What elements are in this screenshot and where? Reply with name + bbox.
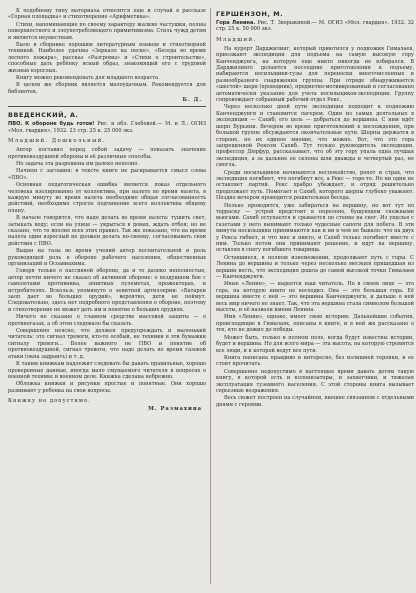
reviewer-signature: Б. Д. (182, 97, 202, 104)
paragraph: К подобному типу материала относится еще и случай в рассказе «Горная площадка» и стихотворение «Арифметика». (8, 8, 206, 21)
paragraph: Совершенно недопустимо в настоящее время давать детям такую книгу, в которой есть и колонизаторы, и захватчики, и тяжелая эксплуатация туземного населения. С этой стороны книга вызывает серьезные возражения. (216, 368, 414, 394)
paragraph: Весь сюжет построен на случайном, внешне связанном с отдельными днями с героями. (216, 395, 414, 408)
book-title: ПВО. К обороне будь готов! (8, 121, 95, 128)
paragraph: Было в сборнике хорошим литературным языком и стихотворной техникой. Наиболее удачны «Зеркало на песке», «Беседа во время лесного пожара», рассказ «Разгромы» и «Стихи о строительстве», способные дать ребёнку ясный образ, знакомящий его с трудовой жизнью взрослых. (8, 42, 206, 74)
book-citation (216, 20, 414, 33)
book-meta: Рис. Т. Зворыкиной.— М. ОГИЗ «Мол. гвардия». 1932. 32 стр. 25 к. 50 000 экз. (216, 20, 414, 33)
paragraph: Стихи, напоминающие по своему характеру жалкие частушки, полны поверхностного и злоупотребляющего примитивизма. Стиль чужд детям и является неуместным. (8, 21, 206, 41)
paragraph: В целом же сборник является малоудачным. Рекомендуется для библиотек. (8, 82, 206, 95)
paragraph: На курорт Дарджилинг, который приютился у подножия Гималаев, приезжают экспедиции для подъема на самую высокую гору Канченджунга, на которую еще никто никогда не взбирался. В Дарджилинге делаются последние приготовления к подъему, набираются носильщики-тузы для переноски многочисленных и разнообразного снаряжения группы. При отряде обнаруживается «шестой» шерп (проводник), предметно-мотивированный и согласованно автоматически указание для учета носильщиков-экспедиции. Группу сопровождает собранный рабочий отдел Рекс. (216, 45, 414, 104)
paragraph: Выдан на газы во время учений автор воспитательной и роль руководящей роль в обороне рабочего населения, общественных организаций и Осоавиахима. (8, 248, 206, 267)
paragraph: Может быть, только в полном поле, когда будут известны истории, будет и вершина. Но для всего мира — эта высота, на которую стремятся все люди, и к которой ведут все пути. (216, 334, 414, 354)
book-meta: Рис. и обл. Глебовой.— М. и Л.: ОГИЗ «Мол. гвардия», 1932. 23 стр. 25 к. 25 000 экз. (8, 121, 207, 134)
age-group: Младший. (216, 36, 257, 43)
paragraph: Начнем с заглавия: в тексте книге не раскрывается смысл слова «ПВО». (8, 168, 206, 181)
right-column (216, 8, 414, 409)
left-column (8, 8, 206, 415)
age-group: Младший. Дошкольный. (8, 138, 106, 145)
review-author: ВВЕДЕНСКИЙ, А. (8, 111, 79, 120)
paragraph: Нолько проводится, уже забираться на вершину, но вот тут по терраску — устрой предстоит в поролоне, бушующем снежными вьюгами. Сахиб оступается и срывается по стенке на снег. Из ущелья с газетами у него вынимают только чудесные сапоги для побега. В эти минуты носильщики принимаются как и ни в чем не бывало: что на двух у Рекса гибнет, и что мне и никто, и Сахиб только погибнет вместе с ним. Только потом они принимают решение, и идут на вершину, оставляя в снегу погибшего товарища. (216, 202, 414, 254)
paragraph: Но задача эта разрешена им далеко неполно. (16, 160, 139, 167)
paragraph: Иные «Ленин», — надеется наш читатель. Но в своем лице — это гора, на которую никто не восходил. Она — это большая гора. Её вершина вместе с ней — это вершина Канченджунги, и дальше о ней весь мир ничего не знает. Так, что эта вершина стала символом большой высоты, и её назвали имени Ленина. (216, 281, 414, 314)
section-rule (8, 106, 206, 107)
paragraph: Ничего не сказано о главном средстве массовой защиты — о противогазах, а об этом следовало бы сказать. (8, 314, 206, 327)
paragraph: К таким книжкам надлежит следовать бы давать правильные, хорошо проверенные данные, иногда мало смущаемого читателя в вопросах о военной технике и военном деле. Книжка сделана небрежно. (8, 361, 206, 380)
book-title: Гора Ленина. (216, 20, 256, 26)
reviewer-signature: М. Размахина (148, 406, 202, 413)
book-citation (8, 121, 206, 134)
paragraph: Совершенно неясно, что должен предупреждать и маленький читатель: это сигнал тревоги, кто-то особый, не техники в эти бумажки сигналу тревоги... Более важного не ПВО и понятие об противовоздушной, сигнал тревоги, что надо делать во время газовой атаки (окна задраить) и т. д. (8, 328, 206, 360)
paragraph: Говоря только о пассивной обороне, да и то далеко неполностью, автор почти ничего не сказал об активной обороне: о воздушном бое с самолетами противника, зенитных пулеметах, прожекторах, и истребителях. Вскользь упомянуто о зенитной артиллерии: «Батареи залп дает во больших орудий», вероятно, дети не поймут. Следовательно, здесь нет подробного представления о обороне, поэтому и стихотворение не может дать им и понятие о больших орудиях. (8, 268, 206, 313)
paragraph: Основная педагогическая ошибка является показ отдельного человека изолированно от коллектива, при налете во время налета, в каждую минуту во время налета необходимо общая согласованность действий, необходимо строгое подчинение всего коллектива общему плану. (8, 182, 206, 214)
paragraph: Книга написана правдиво и интересно, без излишней героики, и ее стоит прочитать. (216, 354, 414, 368)
paragraph: В начале говорится, что надо делать во время налета: тушить свет, затыкать воду; если на улице — укрыться в домах, ждать отбоя; но не сказано, что то вполне всех этих правил. Так же показано, что на время налета один взрослый не должен делать по-своему, согласовывать свои действия с ПВО. (8, 215, 206, 247)
verdict: Книжку не допустимо. (8, 398, 91, 405)
column-divider (210, 8, 211, 584)
paragraph: Среди носильщиков начинаются неспокойство, ропот и страх, что экспедиция погибнет, что погибнут все, а Рекс — горе-то. Но ни один не оставляет партий. Рекс храбро убеждает, и отряд решительно продолжает путь. Помогает и Сахиб, которого шерпы глубоко уважают. Поздно вечером проводится решительная беседа. (216, 169, 414, 202)
paragraph: Оставшиеся, в полном изнеможении, продолжают путь с горы. С Ленина до вершины и только через несколько месяцев пришедшая из вершин весть, что экспедиция дошла до самой высокой точки Гималаев — Канченджунги. (216, 254, 414, 281)
paragraph: Книгу можно рекомендовать для младшего возраста. (16, 75, 160, 82)
paragraph: Имя «Ленин», однако, имеет свою историю. Дальнейшие события, происходящие в Гималаях, описаны в книге, и в ней же рассказано о тех, кто не дожил до победы. (216, 314, 414, 334)
paragraph: Через несколько дней пути экспедиция подходит к подножию Канченджунги и становится лагерем. Один из самых деятельных в экспедиции — Сахиб; его цель — добраться до вершины. С ним идёт шерп Бурьяни. Вечером во время приготовлений к восхождению, при большой группе обсуждаются окончательные пути. Шерпы держатся в стороне, но их единое мнение, что можно. Вот, что это гора запрещенной Рексом Сахиб. Тут только руководитель экспедиции, профессор Дюрфур, рассказывает, что об эту гору упала одна лучшая экспедиция, а за дальние ее склоны шли дважды и четвертый раз, не смогла. (216, 104, 414, 169)
paragraph: Автор поставил перед собой задачу — показать значение противовоздушной обороны и её различные способы. (8, 147, 206, 160)
paragraph: Обложка книжки и рисунки простые и понятные. Они хорошо развивают у ребенка на свои вопросы. (8, 381, 206, 394)
review-author: ГЕРШЕНЗОН, М. (216, 10, 284, 18)
